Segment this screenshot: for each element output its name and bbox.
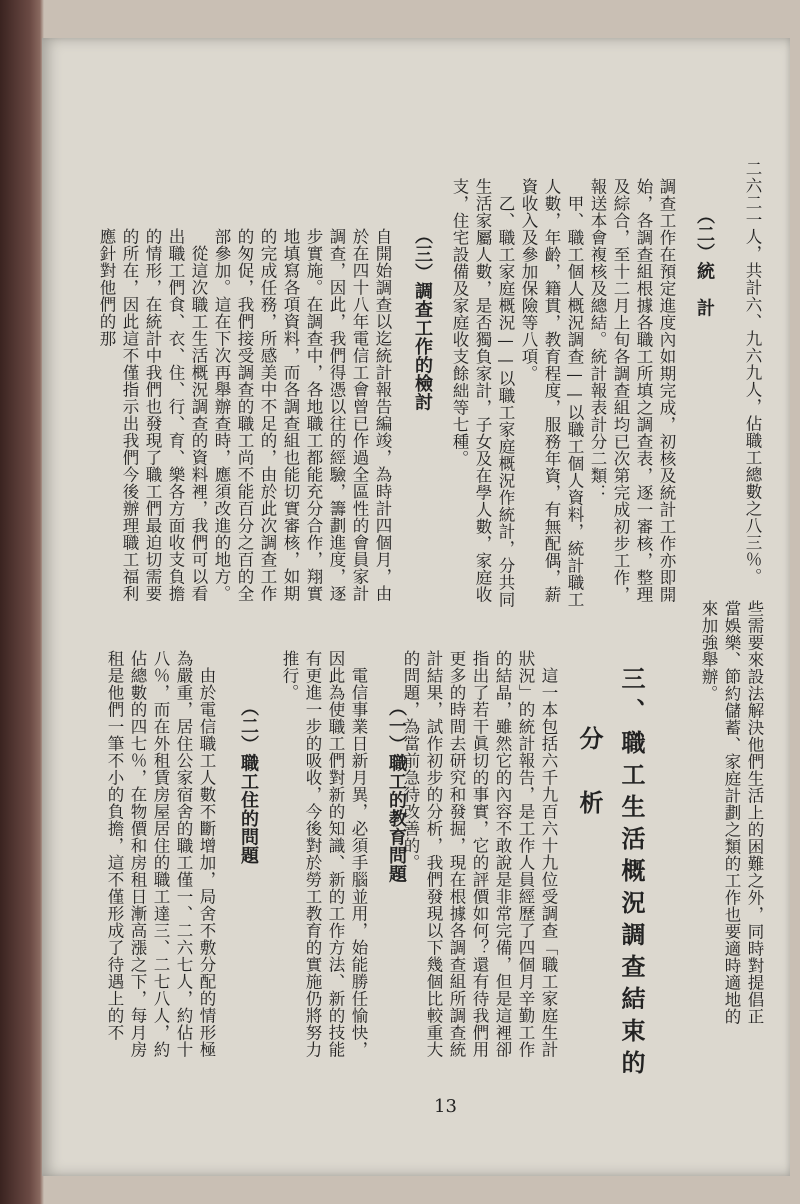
- education-heading: （一）職工的教育問題: [386, 698, 407, 883]
- page-number: 13: [434, 1096, 457, 1117]
- housing-body: 由於電信職工人數不斷增加，局舍不敷分配的情形極為嚴重，居住公家宿舍的職工僅一、二六七人，約佔十八％，而在外租賃房屋居住的職工達三、二七八人，約佔總數的四七％，在物價和房租日漸高漲之下，每月房租是他們一筆不小的負擔，這不僅形成了待遇上的不: [105, 650, 216, 1058]
- housing-heading: （二）職工住的問題: [238, 698, 259, 865]
- stats-body: 調查工作在預定進度內如期完成，初核及統計工作亦即開始，各調查組根據各職工所填之調查表，逐一審核，整理及綜合，至十二月上旬各調查組均已次第完成初步工作，報送本會複核及總結。統計報表計分二類： 甲、職工個人概況調查——以職工個人資料，統計職工人數，年齡，籍貫，教育程度，服務年資，有無配偶，薪資收入及參加保險等八項。 乙、職工家庭概況——以職工家庭概況作統計，分共同生活家屬人數，是否獨負家計，子女及在學人數，家庭收支，住宅設備及家庭收支餘絀等七種。: [450, 178, 676, 608]
- education-body: 電信事業日新月異，必須手腦並用，始能勝任愉快，因此為使職工們對新的知識、新的工作方法、新的技能有更進一步的吸收，今後對於勞工教育的實施仍將努力推行。: [280, 650, 368, 1058]
- book-page: [42, 38, 790, 1176]
- analysis-body: 這一本包括六千九百六十九位受調查「職工家庭生計狀況」的統計報告，是工作人員經歷了四個月辛勤工作的結晶，雖然它的內容不敢說是非常完備，但是這裡卻指出了若干眞切的事實，它的評價如何？還有待我們用更多的時間去研究和發掘，現在根據各調查組所調查統計結果，試作初步的分析，我們發現以下幾個比較重大的問題，為當前急待改善的。: [401, 650, 558, 1058]
- intro-column: 二六二一人，共計六、九六九人，佔職工總數之八三％。: [743, 160, 762, 585]
- continue-column: 些需要來設法解決他們生活上的困難之外，同時對提倡正當娛樂、節約儲蓄、家庭計劃之類的工作也要適時適地的來加強舉辦。: [699, 600, 764, 1025]
- analysis-major-heading: 三、職工生活概況調查結束的: [617, 666, 646, 1082]
- stats-heading: （二）統 計: [694, 206, 715, 317]
- review-body: 自開始調查以迄統計報告編竣，為時計四個月，由於在四十八年電信工會曾已作過全區性的會員家計調查，因此，我們得憑以往的經驗，籌劃進度，逐步實施。在調查中，各地職工都能充分合作，翔實地填寫各項資料，而各調查組也能切實審核，如期的完成任務，所感美中不足的，由於此次調查工作的匆促，我們接受調查的職工尚不能百分之百的全部參加。這在下次再舉辦查時，應須改進的地方。 從這次職工生活概況調查的資料裡，我們可以看出職工們食、衣、住、行、育、樂各方面收支負擔的情形，在統計中我們也發現了職工們最迫切需要的所在，因此這不僅指示出我們今後辦理職工福利應針對他們的那: [97, 228, 392, 602]
- review-heading: （三）調查工作的檢討: [412, 226, 433, 411]
- analysis-major-heading-2: 分 析: [575, 726, 604, 822]
